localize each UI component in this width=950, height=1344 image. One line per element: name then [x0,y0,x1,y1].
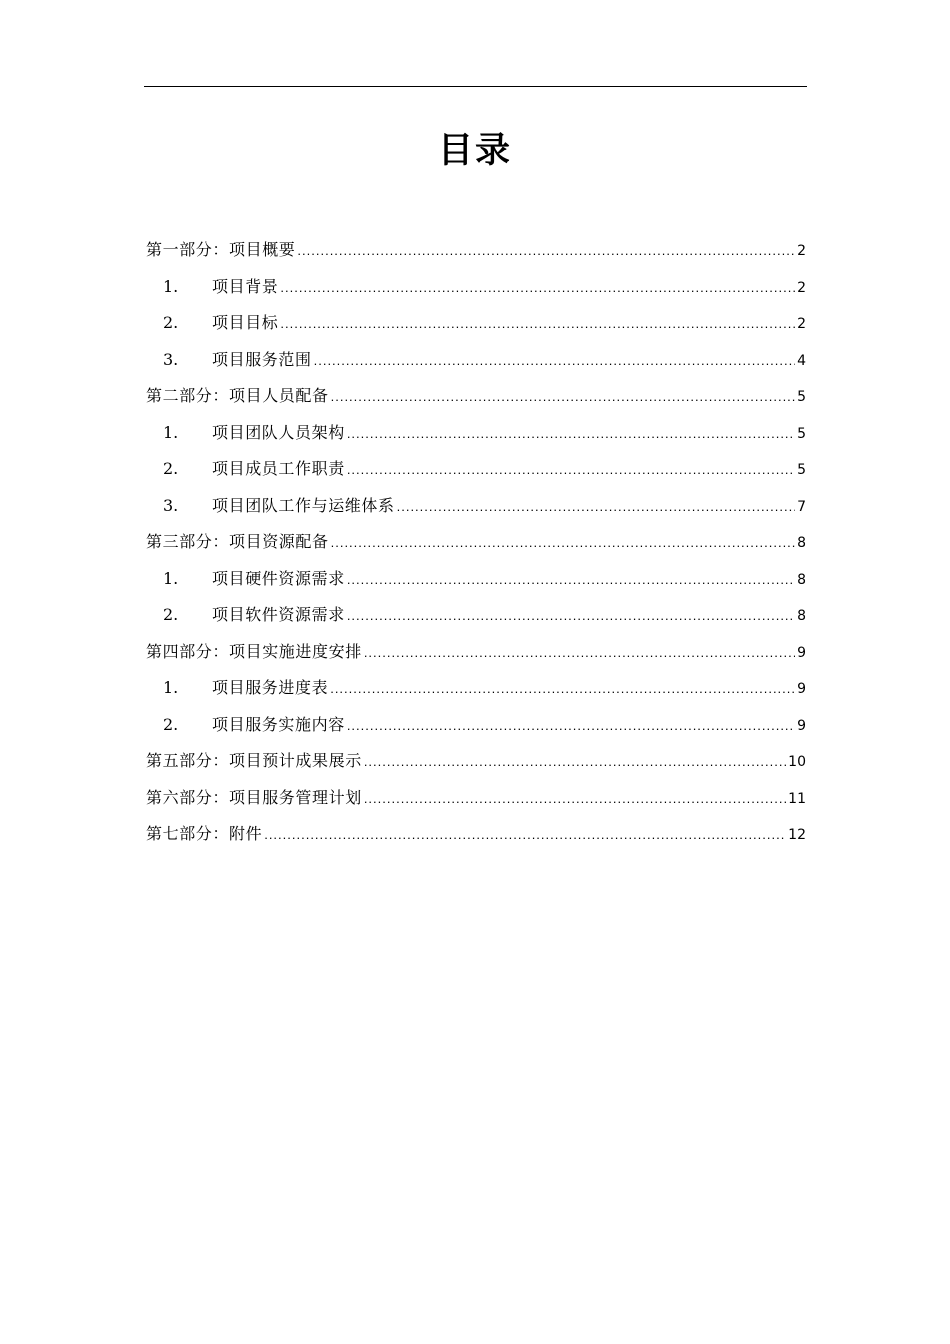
toc-entry-text: 第一部分：项目概要 [146,240,296,259]
toc-section-link[interactable] [146,232,806,269]
toc-subsection-link[interactable] [146,670,806,707]
toc-dot-leader [364,635,795,672]
toc-subsection-link[interactable] [146,305,806,342]
toc-subsection-link[interactable] [146,488,806,525]
toc-section-link[interactable] [146,743,806,780]
toc-section-link[interactable] [146,780,806,817]
toc-section-link[interactable] [146,634,806,671]
toc-subsection-link[interactable] [146,451,806,488]
toc-entry-text: 项目硬件资源需求 [212,568,345,588]
toc-entry-text: 项目服务进度表 [212,678,329,697]
toc-entry-number: 3. [163,495,179,515]
toc-page-number: 9 [797,717,806,734]
toc-dot-leader [280,270,795,307]
toc-page-number: 12 [788,827,806,843]
toc-page-number: 4 [797,352,806,369]
toc-entry-number: 1. [163,276,179,296]
toc-entry-text: 第四部分：项目实施进度安排 [146,641,362,661]
header-rule [144,86,807,87]
toc-page-number: 9 [797,681,806,697]
toc-dot-leader [347,562,795,599]
toc-page-number: 10 [788,754,806,770]
toc-page-number: 2 [797,316,806,332]
toc-dot-leader [297,233,795,270]
toc-entry-text: 项目团队人员架构 [212,422,345,442]
toc-dot-leader [331,379,795,416]
toc-dot-leader [331,525,795,562]
toc-dot-leader [347,598,795,635]
toc-dot-leader [364,744,786,781]
toc-dot-leader [264,817,786,854]
toc-page-number: 9 [797,644,806,661]
toc-entry-text: 项目团队工作与运维体系 [212,495,395,515]
toc-list [146,232,806,853]
toc-entry-text: 项目目标 [212,313,279,332]
toc-entry-number: 1. [163,678,179,697]
toc-dot-leader [330,671,795,708]
toc-entry-text: 第六部分：项目服务管理计划 [146,787,362,807]
toc-entry-text: 第五部分：项目预计成果展示 [146,751,362,770]
toc-entry-text: 项目成员工作职责 [212,459,345,478]
toc-dot-leader [347,708,795,745]
toc-entry-number: 2. [163,714,179,734]
toc-entry-number: 2. [163,605,179,624]
toc-entry-text: 项目服务范围 [212,349,312,369]
toc-dot-leader [280,306,795,343]
toc-section-link[interactable] [146,524,806,561]
toc-title: 目录 [437,131,512,171]
toc-dot-leader [364,781,786,818]
toc-page-number: 5 [797,389,806,405]
toc-dot-leader [397,489,795,526]
toc-entry-text: 项目软件资源需求 [212,605,345,624]
toc-subsection-link[interactable] [146,707,806,744]
toc-entry-number: 2. [163,459,179,478]
toc-subsection-link[interactable] [146,269,806,306]
toc-subsection-link[interactable] [146,342,806,379]
toc-page-number: 11 [788,790,806,807]
toc-page-number: 8 [797,535,806,551]
toc-dot-leader [347,452,795,489]
toc-entry-number: 2. [163,313,179,332]
toc-section-link[interactable] [146,816,806,853]
toc-entry-text: 第三部分：项目资源配备 [146,532,329,551]
toc-entry-number: 1. [163,568,179,588]
toc-subsection-link[interactable] [146,415,806,452]
toc-subsection-link[interactable] [146,561,806,598]
toc-entry-number: 3. [163,349,179,369]
toc-page-number: 2 [797,243,806,259]
toc-entry-text: 第二部分：项目人员配备 [146,386,329,405]
toc-page-number: 8 [797,608,806,624]
toc-dot-leader [347,416,795,453]
toc-page-number: 5 [797,462,806,478]
toc-section-link[interactable] [146,378,806,415]
toc-page-number: 7 [797,498,806,515]
toc-page-number: 8 [797,571,806,588]
toc-entry-number: 1. [163,422,179,442]
toc-entry-text: 项目服务实施内容 [212,714,345,734]
toc-entry-text: 第七部分：附件 [146,824,263,843]
toc-subsection-link[interactable] [146,597,806,634]
toc-page-number: 5 [797,425,806,442]
toc-dot-leader [314,343,795,380]
toc-entry-text: 项目背景 [212,276,279,296]
toc-page-number: 2 [797,279,806,296]
